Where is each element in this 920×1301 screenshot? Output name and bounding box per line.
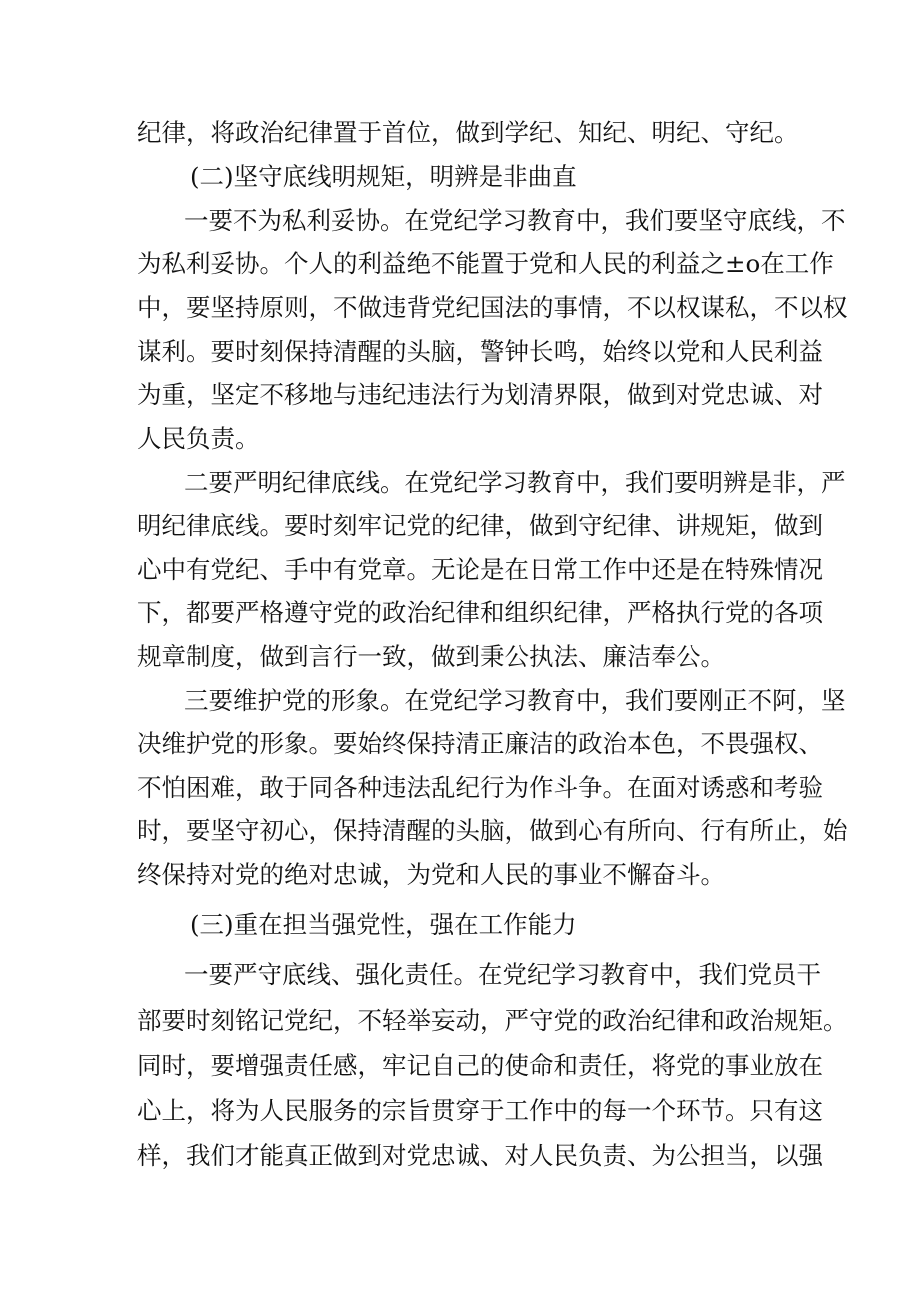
text-line: 谋利。要时刻保持清醒的头脑，警钟长鸣，始终以党和人民利益 bbox=[137, 337, 823, 366]
text-line: 人民负责。 bbox=[137, 424, 260, 453]
text-line: 时，要坚守初心，保持清醒的头脑，做到心有所向、行有所止，始 bbox=[137, 816, 848, 845]
text-line: 决维护党的形象。要始终保持清正廉洁的政治本色，不畏强权、 bbox=[137, 729, 823, 758]
text-line: 中，要坚持原则，不做违背党纪国法的事情，不以权谋私，不以权 bbox=[137, 293, 848, 322]
text-line: 明纪律底线。要时刻牢记党的纪律，做到守纪律、讲规矩，做到 bbox=[137, 511, 823, 540]
paragraph-first-line: 二要严明纪律底线。在党纪学习教育中，我们要明辨是非，严 bbox=[184, 468, 846, 497]
text-line: 终保持对党的绝对忠诚，为党和人民的事业不懈奋斗。 bbox=[137, 860, 725, 889]
paragraph-first-line: 一要严守底线、强化责任。在党纪学习教育中，我们党员干 bbox=[184, 960, 821, 989]
text-line: 部要时刻铭记党纪，不轻举妄动，严守党的政治纪律和政治规矩。 bbox=[137, 1006, 848, 1035]
section-heading: (三)重在担当强党性，强在工作能力 bbox=[190, 910, 577, 939]
text-line: 同时，要增强责任感，牢记自己的使命和责任，将党的事业放在 bbox=[137, 1051, 823, 1080]
text-line: 心上，将为人民服务的宗旨贯穿于工作中的每一个环节。只有这 bbox=[137, 1096, 823, 1125]
text-line: 为重，坚定不移地与违纪违法行为划清界限，做到对党忠诚、对 bbox=[137, 380, 823, 409]
text-line: 心中有党纪、手中有党章。无论是在日常工作中还是在特殊情况 bbox=[137, 555, 823, 584]
paragraph-first-line: 三要维护党的形象。在党纪学习教育中，我们要刚正不阿，坚 bbox=[184, 686, 846, 715]
paragraph-first-line: 一要不为私利妥协。在党纪学习教育中，我们要坚守底线，不 bbox=[184, 206, 846, 235]
text-line: 纪律，将政治纪律置于首位，做到学纪、知纪、明纪、守纪。 bbox=[137, 118, 799, 147]
text-line: 下，都要严格遵守党的政治纪律和组织纪律，严格执行党的各项 bbox=[137, 598, 823, 627]
text-line: 样，我们才能真正做到对党忠诚、对人民负责、为公担当，以强 bbox=[137, 1141, 823, 1170]
text-line: 为私利妥协。个人的利益绝不能置于党和人民的利益之±o在工作 bbox=[137, 249, 834, 278]
section-heading: (二)坚守底线明规矩，明辨是非曲直 bbox=[190, 162, 577, 191]
text-line: 规章制度，做到言行一致，做到秉公执法、廉洁奉公。 bbox=[137, 642, 725, 671]
text-line: 不怕困难，敢于同各种违法乱纪行为作斗争。在面对诱惑和考验 bbox=[137, 773, 823, 802]
